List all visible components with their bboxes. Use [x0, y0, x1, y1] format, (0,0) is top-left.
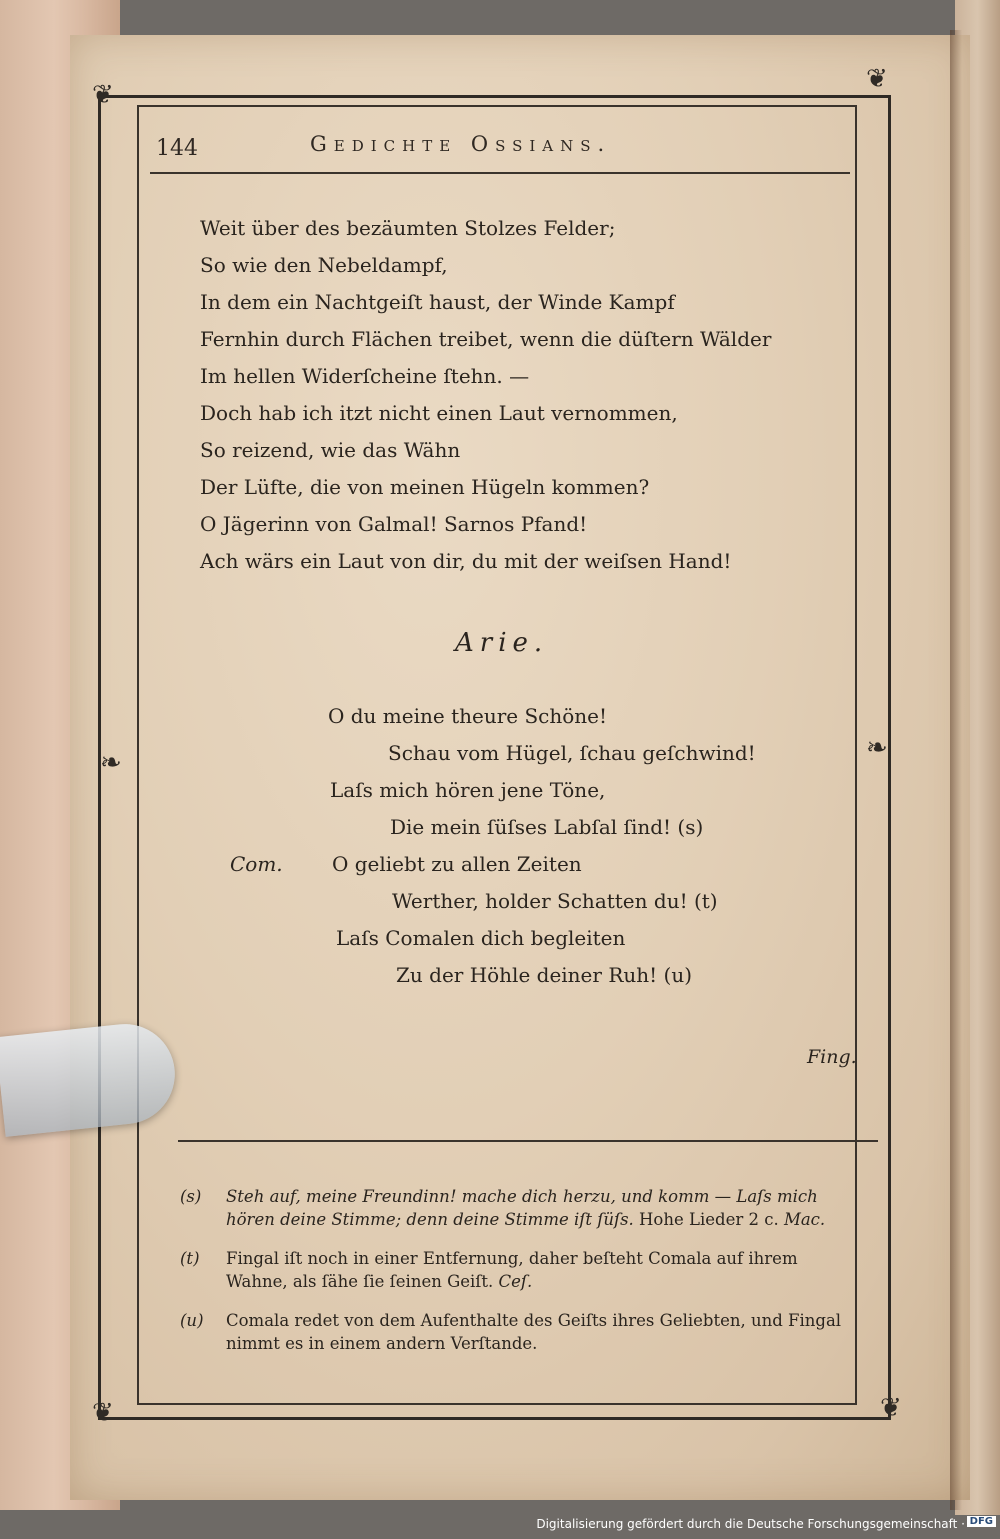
aria-line: Schau vom Hügel, ſchau geſchwind!: [388, 741, 756, 765]
footnote-mark: (u): [180, 1311, 204, 1330]
poem-line: In dem ein Nachtgeiſt haust, der Winde Kampf: [200, 290, 675, 314]
aria-line: Laſs mich hören jene Töne,: [330, 778, 606, 802]
digitization-credit: Digitalisierung gefördert durch die Deutsche Forschungsgemeinschaft ·: [536, 1517, 965, 1531]
poem-line: O Jägerinn von Galmal! Sarnos Pfand!: [200, 512, 588, 536]
spine-shadow: [950, 30, 962, 1510]
poem-line: Doch hab ich itzt nicht einen Laut vernommen,: [200, 401, 678, 425]
footnote: (u) Comala redet von dem Aufenthalte des Geiſts ihres Geliebten, und Fingal nimmt es in einem andern Verſtande.: [180, 1311, 842, 1353]
poem-line: So reizend, wie das Wähn: [200, 438, 461, 462]
poem-line: So wie den Nebeldampf,: [200, 253, 448, 277]
footnotes: [180, 1185, 880, 1371]
aria-line: Laſs Comalen dich begleiten: [336, 926, 626, 950]
aria-line: Werther, holder Schatten du! (t): [392, 889, 718, 913]
corner-ornament-icon: ❦: [92, 1398, 114, 1428]
aria-line: Die mein ſüſses Labſal ſind! (s): [390, 815, 704, 839]
corner-ornament-icon: ❦: [880, 1393, 902, 1423]
poem-line: Im hellen Widerſcheine ſtehn. —: [200, 364, 530, 388]
running-head: [150, 128, 850, 168]
corner-ornament-icon: ❦: [92, 80, 114, 110]
footnote-mark: (t): [180, 1249, 200, 1268]
poem-body: [200, 210, 840, 580]
side-ornament-icon: ❧: [866, 733, 888, 763]
speaker-label: Com.: [230, 852, 283, 876]
footnote: (t) Fingal iſt noch in einer Entfernung, daher beſteht Comala auf ihrem Wahne, als ſähe ſie ſeinen Geiſt. Ceſ.: [180, 1249, 798, 1291]
footnote: (s) Steh auf, meine Freundinn! mache dich herzu, und komm — Laſs mich hören deine Stimme; denn deine Stimme iſt ſüſs. Hohe Lieder 2 c. Mac.: [180, 1187, 826, 1229]
poem-line: Weit über des bezäumten Stolzes Felder;: [200, 216, 616, 240]
side-ornament-icon: ❧: [100, 748, 122, 778]
poem-line: Ach wärs ein Laut von dir, du mit der weiſsen Hand!: [200, 549, 732, 573]
poem-line: Fernhin durch Flächen treibet, wenn die düſtern Wälder: [200, 327, 772, 351]
speaker-signature: Fing.: [807, 1046, 857, 1068]
page-header: Gedichte Ossians.: [310, 132, 612, 156]
footnote-rule: [178, 1140, 878, 1142]
page-number: 144: [156, 136, 198, 161]
dfg-logo: DFG: [967, 1516, 996, 1527]
aria-verses: [230, 698, 790, 994]
aria-title: Arie.: [455, 628, 549, 658]
aria-line: Zu der Höhle deiner Ruh! (u): [396, 963, 693, 987]
corner-ornament-icon: ❦: [866, 64, 888, 94]
poem-line: Der Lüfte, die von meinen Hügeln kommen?: [200, 475, 650, 499]
header-rule: [150, 172, 850, 174]
aria-line: Com. O geliebt zu allen Zeiten: [230, 846, 790, 883]
aria-line: O du meine theure Schöne!: [328, 704, 608, 728]
footnote-mark: (s): [180, 1187, 202, 1206]
